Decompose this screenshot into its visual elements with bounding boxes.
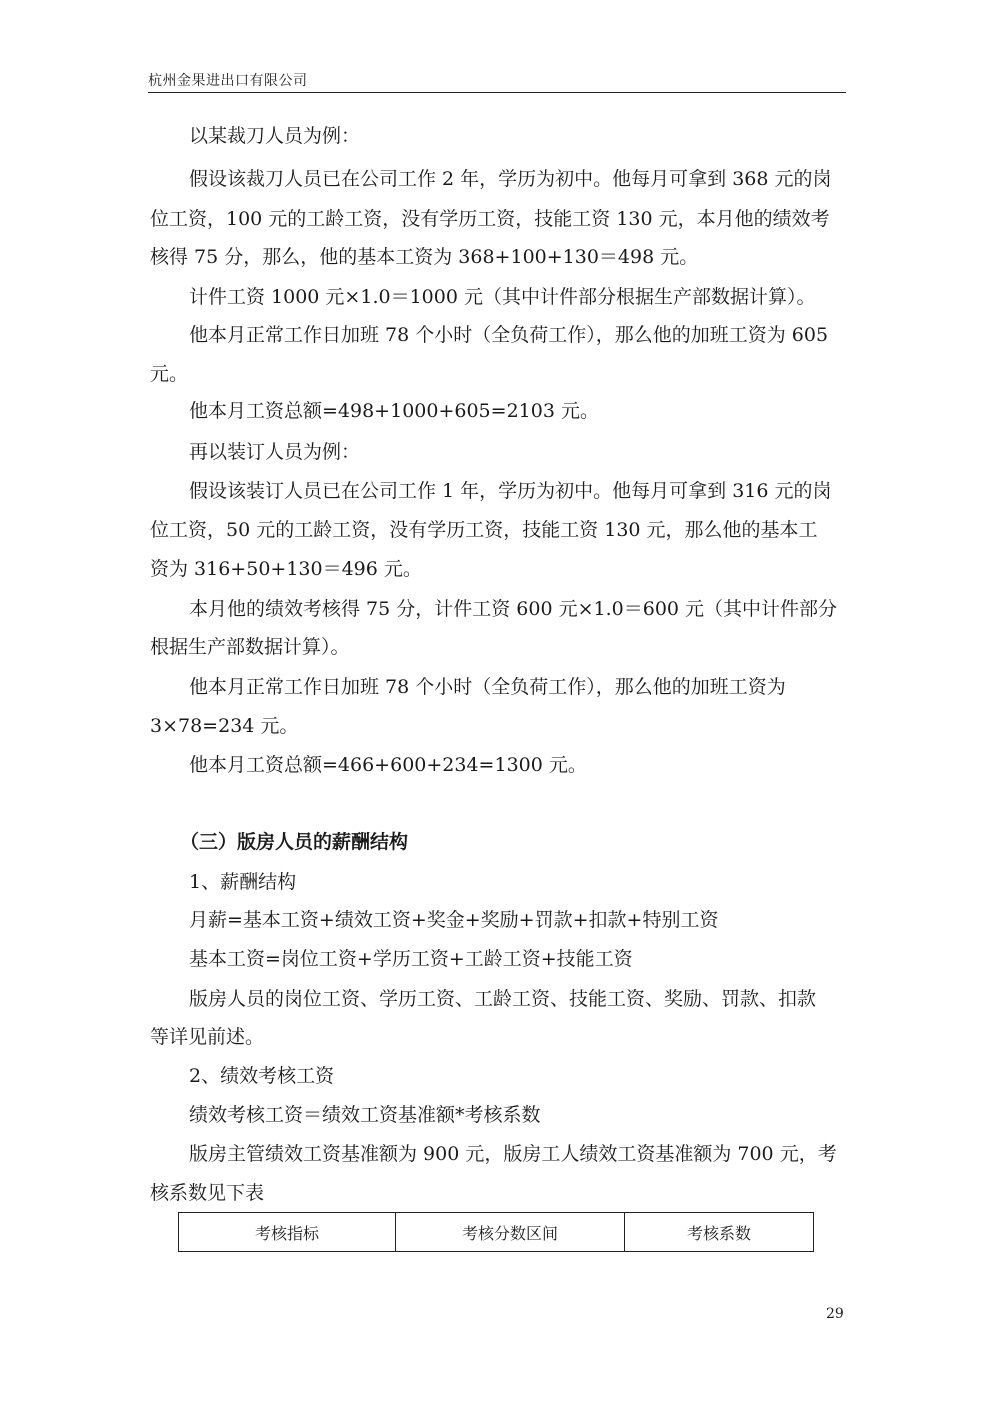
assessment-coefficient-table — [178, 1212, 814, 1252]
page-number: 29 — [826, 1306, 844, 1322]
subsection-heading: 1、薪酬结构 — [189, 871, 297, 893]
paragraph-line: 他本月正常工作日加班 78 个小时（全负荷工作），那么他的加班工资为 — [189, 676, 786, 698]
paragraph-line: 版房主管绩效工资基准额为 900 元，版房工人绩效工资基准额为 700 元，考 — [189, 1143, 837, 1165]
paragraph-line: 再以装订人员为例： — [189, 441, 361, 463]
paragraph-line: 以某裁刀人员为例： — [189, 125, 361, 147]
paragraph-line: 版房人员的岗位工资、学历工资、工龄工资、技能工资、奖励、罚款、扣款 — [189, 988, 817, 1010]
paragraph-line: 根据生产部数据计算）。 — [150, 636, 350, 658]
paragraph-line: 计件工资 1000 元×1.0＝1000 元（其中计件部分根据生产部数据计算）。 — [189, 286, 816, 308]
paragraph-line: 假设该装订人员已在公司工作 1 年，学历为初中。他每月可拿到 316 元的岗 — [189, 480, 832, 502]
header-divider — [148, 92, 846, 93]
paragraph-line: 假设该裁刀人员已在公司工作 2 年，学历为初中。他每月可拿到 368 元的岗 — [189, 168, 832, 190]
paragraph-line: 资为 316+50+130＝496 元。 — [150, 558, 422, 580]
paragraph-line: 核系数见下表 — [150, 1182, 265, 1204]
paragraph-line: 3×78=234 元。 — [150, 715, 299, 737]
paragraph-line: 位工资，100 元的工龄工资，没有学历工资，技能工资 130 元，本月他的绩效考 — [150, 208, 830, 230]
paragraph-line: 位工资，50 元的工龄工资，没有学历工资，技能工资 130 元，那么他的基本工 — [150, 519, 818, 541]
table-header-cell: 考核系数 — [625, 1213, 814, 1252]
paragraph-line: 他本月正常工作日加班 78 个小时（全负荷工作），那么他的加班工资为 605 — [189, 324, 829, 346]
subsection-heading: 2、绩效考核工资 — [189, 1065, 335, 1087]
paragraph-line: 核得 75 分，那么，他的基本工资为 368+100+130＝498 元。 — [150, 246, 699, 268]
table-header-cell: 考核分数区间 — [396, 1213, 625, 1252]
paragraph-line: 他本月工资总额=466+600+234=1300 元。 — [189, 754, 587, 776]
paragraph-line: 元。 — [150, 363, 189, 385]
company-header: 杭州金果进出口有限公司 — [148, 73, 308, 89]
paragraph-line: 基本工资=岗位工资+学历工资+工龄工资+技能工资 — [189, 948, 633, 970]
paragraph-line: 月薪=基本工资+绩效工资+奖金+奖励+罚款+扣款+特别工资 — [189, 909, 719, 931]
section-heading: （三）版房人员的薪酬结构 — [180, 831, 409, 853]
table-header-cell: 考核指标 — [179, 1213, 396, 1252]
paragraph-line: 绩效考核工资＝绩效工资基准额*考核系数 — [189, 1104, 541, 1126]
table-header-row — [179, 1213, 814, 1252]
paragraph-line: 等详见前述。 — [150, 1026, 265, 1048]
paragraph-line: 他本月工资总额=498+1000+605=2103 元。 — [189, 400, 599, 422]
paragraph-line: 本月他的绩效考核得 75 分，计件工资 600 元×1.0＝600 元（其中计件部分 — [189, 598, 838, 620]
